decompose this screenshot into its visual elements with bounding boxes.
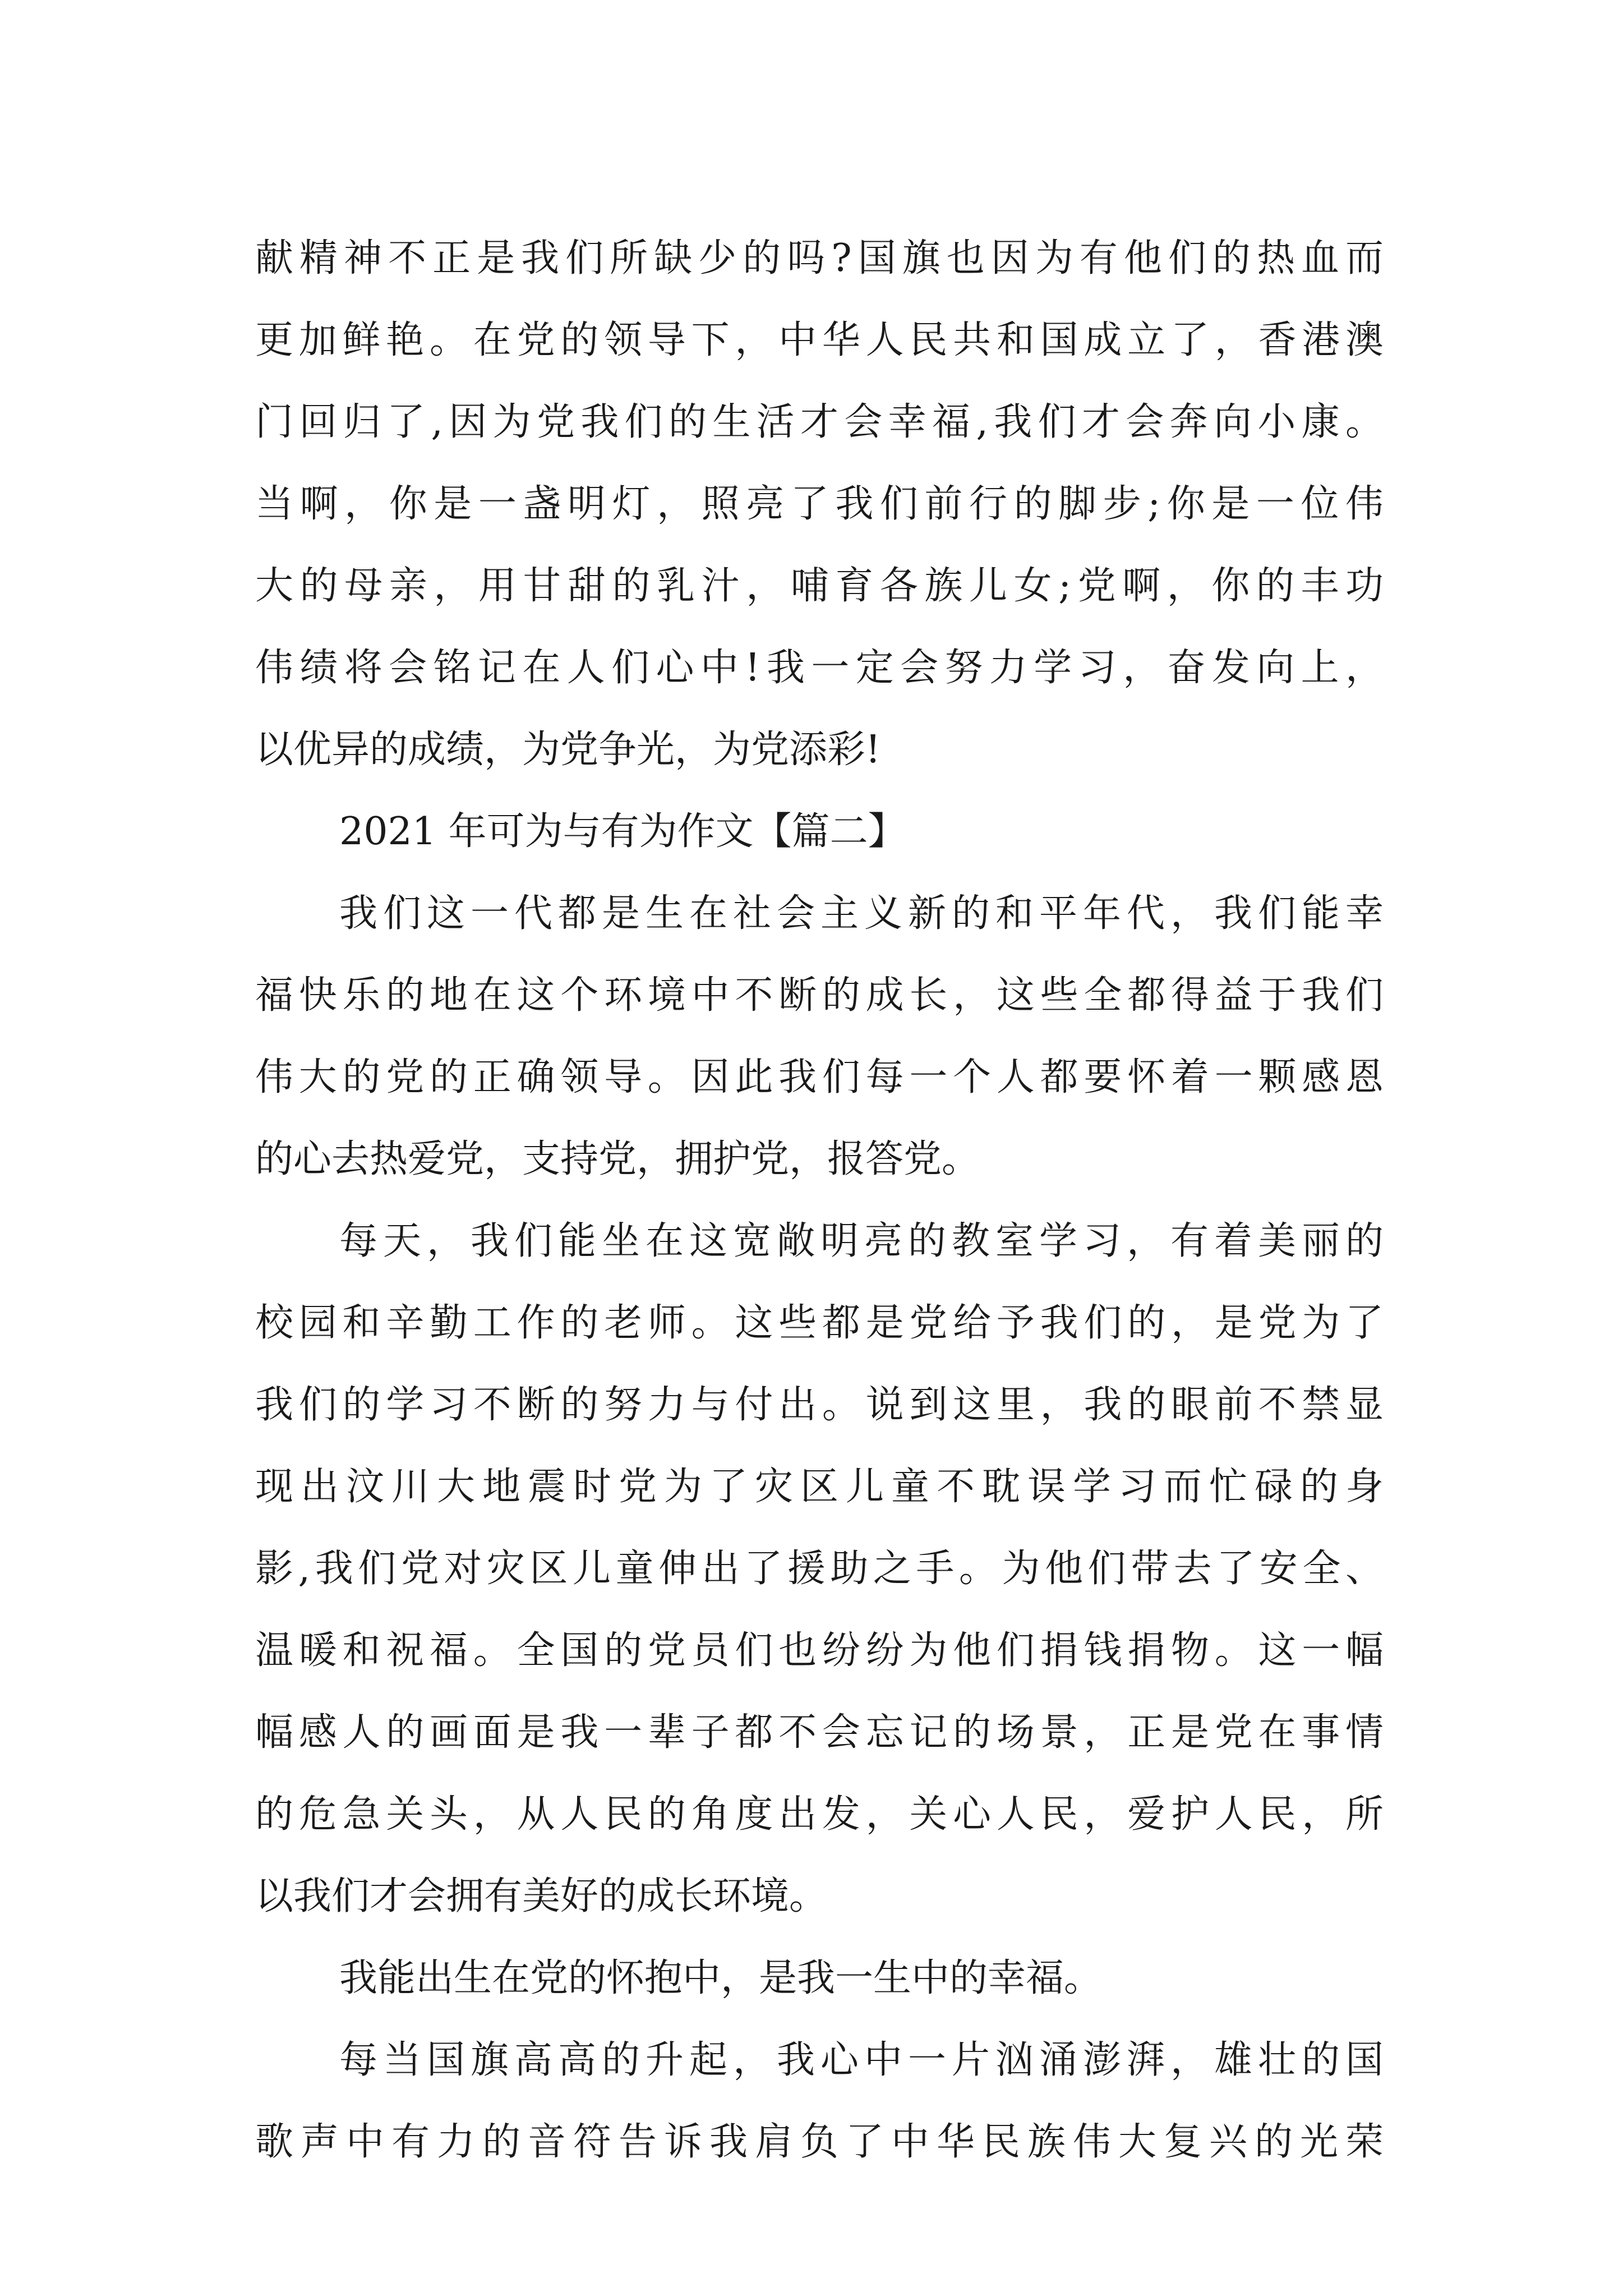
text-line: 的心去热爱党，支持党，拥护党，报答党。 xyxy=(255,1137,980,1181)
text-line: 影,我们党对灾区儿童伸出了援助之手。为他们带去了安全、 xyxy=(255,1547,1384,1591)
section-heading: 2021 年可为与有为作文【篇二】 xyxy=(339,809,906,854)
text-line: 福快乐的地在这个环境中不断的成长，这些全都得益于我们 xyxy=(255,973,1384,1018)
text-line: 伟绩将会铭记在人们心中!我一定会努力学习，奋发向上， xyxy=(255,646,1384,690)
text-line: 我们的学习不断的努力与付出。说到这里，我的眼前不禁显 xyxy=(255,1383,1384,1427)
text-line: 歌声中有力的音符告诉我肩负了中华民族伟大复兴的光荣 xyxy=(255,2120,1384,2164)
text-line: 幅感人的画面是我一辈子都不会忘记的场景，正是党在事情 xyxy=(255,1710,1384,1755)
document-body xyxy=(255,218,1384,2183)
text-line: 每天，我们能坐在这宽敞明亮的教室学习，有着美丽的 xyxy=(339,1219,1384,1263)
text-line: 每当国旗高高的升起，我心中一片汹涌澎湃，雄壮的国 xyxy=(339,2038,1384,2082)
text-line: 伟大的党的正确领导。因此我们每一个人都要怀着一颗感恩 xyxy=(255,1055,1384,1099)
text-line: 门回归了,因为党我们的生活才会幸福,我们才会奔向小康。 xyxy=(255,400,1384,444)
text-line: 我能出生在党的怀抱中，是我一生中的幸福。 xyxy=(339,1956,1103,2000)
text-line: 更加鲜艳。在党的领导下，中华人民共和国成立了，香港澳 xyxy=(255,318,1384,362)
text-line: 以优异的成绩，为党争光，为党添彩! xyxy=(255,728,881,772)
text-line: 现出汶川大地震时党为了灾区儿童不耽误学习而忙碌的身 xyxy=(255,1465,1384,1509)
text-line: 我们这一代都是生在社会主义新的和平年代，我们能幸 xyxy=(339,891,1384,936)
text-line: 的危急关头，从人民的角度出发，关心人民，爱护人民，所 xyxy=(255,1792,1384,1837)
text-line: 大的母亲，用甘甜的乳汁，哺育各族儿女;党啊，你的丰功 xyxy=(255,564,1384,608)
text-line: 温暖和祝福。全国的党员们也纷纷为他们捐钱捐物。这一幅 xyxy=(255,1628,1384,1673)
text-line: 校园和辛勤工作的老师。这些都是党给予我们的，是党为了 xyxy=(255,1301,1384,1345)
text-line: 当啊，你是一盏明灯，照亮了我们前行的脚步;你是一位伟 xyxy=(255,482,1384,526)
text-line: 献精神不正是我们所缺少的吗?国旗也因为有他们的热血而 xyxy=(255,236,1384,280)
text-line: 以我们才会拥有美好的成长环境。 xyxy=(255,1874,828,1918)
